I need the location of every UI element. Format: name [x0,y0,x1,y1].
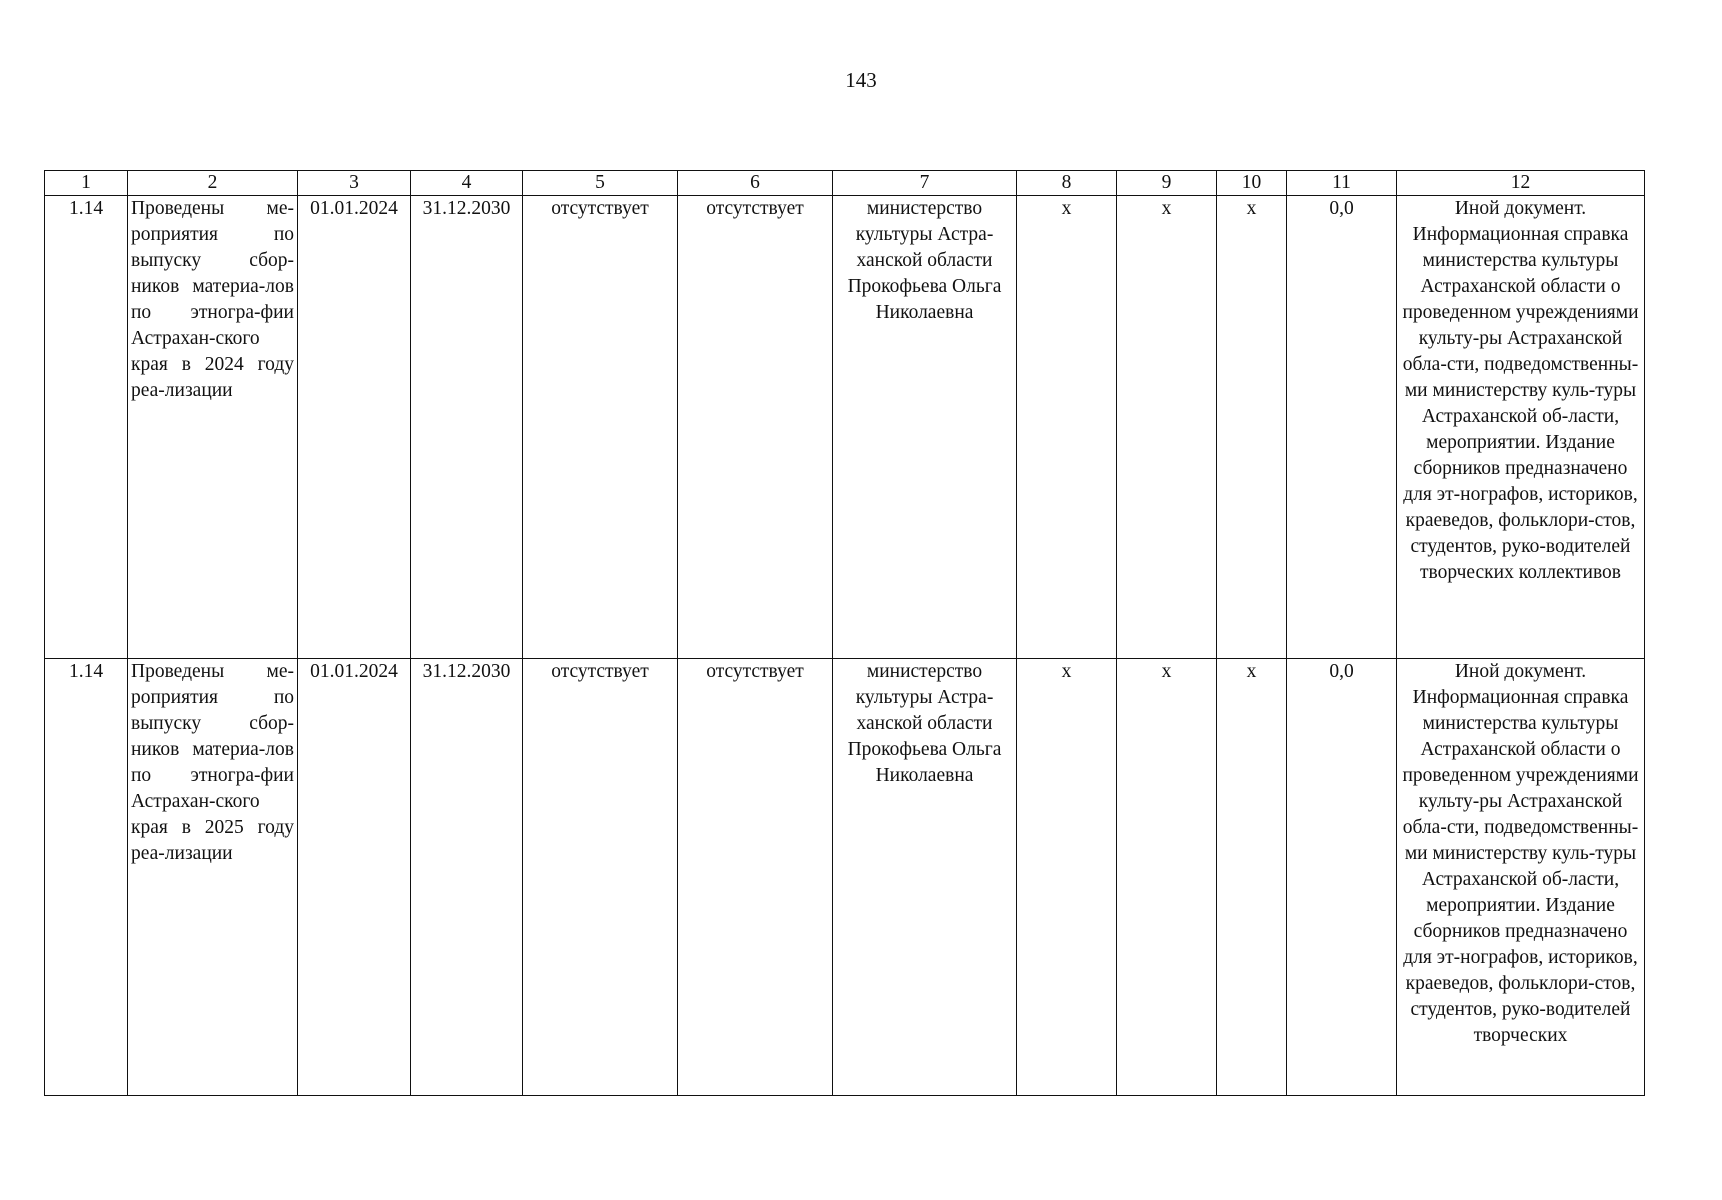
cell-col5: отсутствует [523,659,678,1096]
cell-col11: 0,0 [1287,659,1397,1096]
start-date: 01.01.2024 [298,659,411,1096]
document-description: Иной документ. Информационная справка министерства культуры Астраханской области о проведенном учреждениями культу-ры Астраханской обла-сти, подведомственны-ми министерству куль-туры Астраханской об-ласти, мероприятии. Издание сборников предназначено для эт-нографов, историков, краеведов, фольклори-стов, студентов, руко-водителей творческих коллективов [1397,196,1645,659]
cell-col6: отсутствует [678,196,833,659]
column-header: 4 [411,171,523,196]
cell-col10: x [1217,196,1287,659]
document-description: Иной документ. Информационная справка министерства культуры Астраханской области о проведенном учреждениями культу-ры Астраханской обла-сти, подведомственны-ми министерству куль-туры Астраханской об-ласти, мероприятии. Издание сборников предназначено для эт-нографов, историков, краеведов, фольклори-стов, студентов, руко-водителей творческих [1397,659,1645,1096]
responsible-person: министерство культуры Астра-ханской области Прокофьева Ольга Николаевна [833,659,1017,1096]
table-row [45,659,1645,1096]
document-table [44,170,1645,1096]
cell-col8: x [1017,196,1117,659]
event-description: Проведены ме-роприятия по выпуску сбор-ников материа-лов по этногра-фии Астрахан-ского края в 2025 году реа-лизации [128,659,298,1096]
column-header: 6 [678,171,833,196]
column-header: 1 [45,171,128,196]
end-date: 31.12.2030 [411,659,523,1096]
cell-col9: x [1117,196,1217,659]
end-date: 31.12.2030 [411,196,523,659]
column-header: 7 [833,171,1017,196]
responsible-person: министерство культуры Астра-ханской области Прокофьева Ольга Николаевна [833,196,1017,659]
column-header: 10 [1217,171,1287,196]
cell-col8: x [1017,659,1117,1096]
cell-col5: отсутствует [523,196,678,659]
header-row [45,171,1645,196]
cell-col11: 0,0 [1287,196,1397,659]
column-header: 2 [128,171,298,196]
cell-col10: x [1217,659,1287,1096]
start-date: 01.01.2024 [298,196,411,659]
column-header: 12 [1397,171,1645,196]
row-number: 1.14 [45,196,128,659]
column-header: 11 [1287,171,1397,196]
page-number: 143 [845,68,877,92]
row-number: 1.14 [45,659,128,1096]
column-header: 3 [298,171,411,196]
cell-col6: отсутствует [678,659,833,1096]
column-header: 9 [1117,171,1217,196]
cell-col9: x [1117,659,1217,1096]
event-description: Проведены ме-роприятия по выпуску сбор-ников материа-лов по этногра-фии Астрахан-ского края в 2024 году реа-лизации [128,196,298,659]
column-header: 8 [1017,171,1117,196]
table-row [45,196,1645,659]
column-header: 5 [523,171,678,196]
